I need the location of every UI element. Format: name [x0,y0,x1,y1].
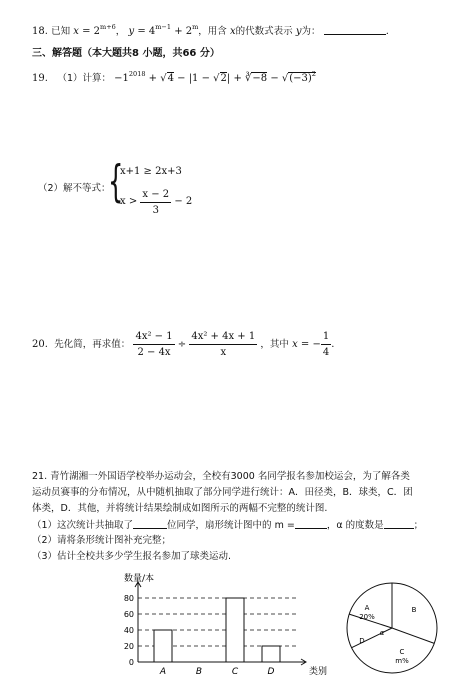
bar-d [262,646,280,662]
question-number: 21. [32,471,48,482]
question-21-sub-3: （3）估计全校共多少学生报名参加了球类运动. [32,551,232,562]
pie-label-c: C [399,648,405,656]
question-18: 18. 已知 $x = 2^{m+6}$， $y = 4^{m-1} + 2^m$，用含 x的代数式表示 y为： . [32,23,389,37]
x-tick-label: B [195,667,203,677]
inequality-1: x+1 ≥ 2x+3 [120,166,182,177]
pie-angle-alpha: α [379,629,385,637]
answer-blank[interactable] [324,24,386,35]
question-number: 19. [32,73,48,84]
question-number: 18. [32,26,48,37]
m-value-blank[interactable] [295,518,327,529]
pie-label-a-percent: 20% [359,613,375,621]
question-21-sub-1: （1）这次统计共抽取了 位同学，扇形统计图中的 m = ，α 的度数是 ； [32,520,424,531]
x-tick-label: D [267,667,275,677]
question-19-part-2-label: （2）解不等式： [38,183,111,194]
y-tick-label: 0 [128,658,134,667]
question-21-line-3: 体类，D．其他，并将统计结果绘制成如图所示的两幅不完整的统计图. [32,503,328,514]
pie-chart [340,578,450,683]
y-tick-label: 40 [123,626,134,635]
system-brace: { [108,156,124,207]
y-tick-label: 60 [123,610,134,619]
bar-a [154,630,172,662]
bar-chart [110,572,335,682]
y-axis-label: 数量/本 [124,574,155,584]
question-21-line-2: 运动员赛事的分布情况，从中随机抽取了部分同学进行统计：A．田径类，B．球类，C．团 [32,487,413,498]
y-tick-label: 80 [123,594,134,603]
question-21-line-1: 21. 青竹湖湘一外国语学校举办运动会，全校有3000 名同学报名参加校运会，为了解各类 [32,471,410,482]
pie-label-d: D [359,637,365,645]
sample-size-blank[interactable] [133,518,167,529]
pie-label-b: B [411,606,417,614]
x-tick-label: C [231,667,239,677]
section-title: 三、解答题（本大题共8 小题，共66 分） [32,48,220,59]
x-axis-label: 类别 [309,667,328,677]
y-tick-label: 20 [123,642,134,651]
question-text: 已知 [51,26,71,37]
pie-label-a: A [364,604,370,612]
alpha-blank[interactable] [384,518,414,529]
question-21-sub-2: （2）请将条形统计图补充完整； [32,535,172,546]
bar-c [226,598,244,662]
x-tick-label: A [159,667,167,677]
question-20: 20. 先化简，再求值： $\frac{\text{4x² − 1}}{2 - 4x}$ ÷ $\frac{\text{4x² + 4x + 1}}{x}$ ，其中 x = − $\frac{1}{4}$ . [32,331,335,358]
question-19-part-1: 19. （1）计算： $-1^{2018} + √4 - |1 - √2|$ + ∛−8 − $√(-3)^2$ [32,70,316,84]
pie-label-c-percent: m% [395,657,409,665]
question-number: 20. [32,339,48,350]
inequality-2: x > $\frac{x - 2}{3}$ − 2 [120,189,193,216]
